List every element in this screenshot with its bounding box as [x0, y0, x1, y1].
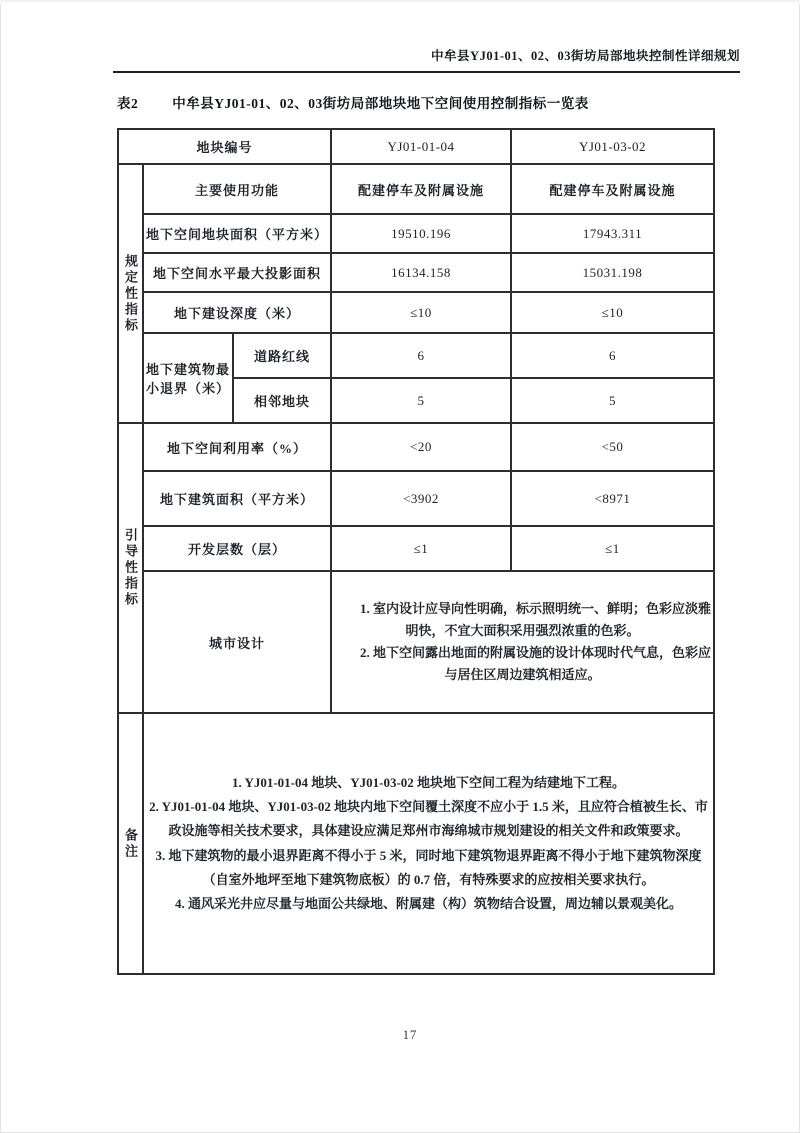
- main-function-label: 主要使用功能: [143, 164, 331, 214]
- main-function-col1: 配建停车及附属设施: [331, 164, 511, 214]
- floors-label: 开发层数（层）: [143, 526, 331, 571]
- setback-group-label: 地下建筑物最小退界（米）: [143, 333, 233, 423]
- remark-note: 1. YJ01-01-04 地块、YJ01-03-02 地块地下空间工程为结建地下工程。: [231, 775, 626, 791]
- group-guiding-indicators: 引导性指标: [118, 423, 143, 713]
- table-row: [118, 526, 714, 571]
- table-caption: [117, 92, 717, 112]
- table-row: [118, 214, 714, 253]
- table-caption-title: 中牟县YJ01-01、02、03街坊局部地块地下空间使用控制指标一览表: [172, 96, 589, 111]
- building-area-col2: <8971: [511, 471, 714, 526]
- utilization-label: 地下空间利用率（%）: [143, 423, 331, 471]
- remarks-content: [143, 713, 714, 974]
- table-caption-label: 表2: [117, 96, 139, 111]
- remark-note: 4. 通风采光井应尽量与地面公共绿地、附属建（构）筑物结合设置，周边辅以景观美化。: [174, 895, 682, 911]
- table-row: [118, 471, 714, 526]
- building-area-col1: <3902: [331, 471, 511, 526]
- table-row: [118, 713, 714, 974]
- page-number: 17: [402, 1028, 418, 1042]
- setback-road-label: 道路红线: [233, 333, 331, 378]
- group-remarks: 备注: [118, 713, 143, 974]
- plot-area-label: 地下空间地块面积（平方米）: [143, 214, 331, 253]
- utilization-col2: <50: [511, 423, 714, 471]
- underground-space-control-table: [117, 128, 715, 975]
- urban-design-paragraph: 1. 室内设计应导向性明确，标示照明统一、鲜明；色彩应淡雅明快，不宜大面积采用强烈浓重的色彩。: [360, 600, 712, 638]
- urban-design-content: [331, 571, 714, 713]
- floors-col1: ≤1: [331, 526, 511, 571]
- utilization-col1: <20: [331, 423, 511, 471]
- table-row: [118, 571, 714, 713]
- plot-number-col2: YJ01-03-02: [511, 129, 714, 164]
- main-function-col2: 配建停车及附属设施: [511, 164, 714, 214]
- remark-note: 3. 地下建筑物的最小退界距离不得小于 5 米，同时地下建筑物退界距离不得小于地下建筑物深度（自室外地坪至地下建筑物底板）的 0.7 倍，有特殊要求的应按相关要求执行。: [155, 847, 702, 887]
- setback-adjacent-col2: 5: [511, 378, 714, 423]
- floors-col2: ≤1: [511, 526, 714, 571]
- projection-area-label: 地下空间水平最大投影面积: [143, 253, 331, 292]
- table-row: [118, 423, 714, 471]
- plot-area-col2: 17943.311: [511, 214, 714, 253]
- building-area-label: 地下建筑面积（平方米）: [143, 471, 331, 526]
- page-edge: [0, 0, 800, 4]
- projection-area-col2: 15031.198: [511, 253, 714, 292]
- table-row: [118, 292, 714, 333]
- table-row: [118, 253, 714, 292]
- urban-design-paragraph: 2. 地下空间露出地面的附属设施的设计体现时代气息，色彩应与居住区周边建筑相适应。: [360, 645, 712, 683]
- plot-number-col1: YJ01-01-04: [331, 129, 511, 164]
- group-regulatory-indicators: 规定性指标: [118, 164, 143, 423]
- table-row: [118, 333, 714, 378]
- depth-col2: ≤10: [511, 292, 714, 333]
- setback-road-col2: 6: [511, 333, 714, 378]
- depth-label: 地下建设深度（米）: [143, 292, 331, 333]
- depth-col1: ≤10: [331, 292, 511, 333]
- remark-note: 2. YJ01-01-04 地块、YJ01-03-02 地块内地下空间覆土深度不应小于 1.5 米，且应符合植被生长、市政设施等相关技术要求，具体建设应满足郑州市海绵城市规划建设的相关文件和政策要求。: [149, 799, 708, 839]
- projection-area-col1: 16134.158: [331, 253, 511, 292]
- setback-road-col1: 6: [331, 333, 511, 378]
- plot-area-col1: 19510.196: [331, 214, 511, 253]
- running-header: 中牟县YJ01-01、02、03街坊局部地块控制性详细规划: [113, 46, 740, 73]
- table-row: [118, 129, 714, 164]
- urban-design-label: 城市设计: [143, 571, 331, 713]
- plot-number-label: 地块编号: [118, 129, 331, 164]
- setback-adjacent-label: 相邻地块: [233, 378, 331, 423]
- setback-adjacent-col1: 5: [331, 378, 511, 423]
- table-row: [118, 164, 714, 214]
